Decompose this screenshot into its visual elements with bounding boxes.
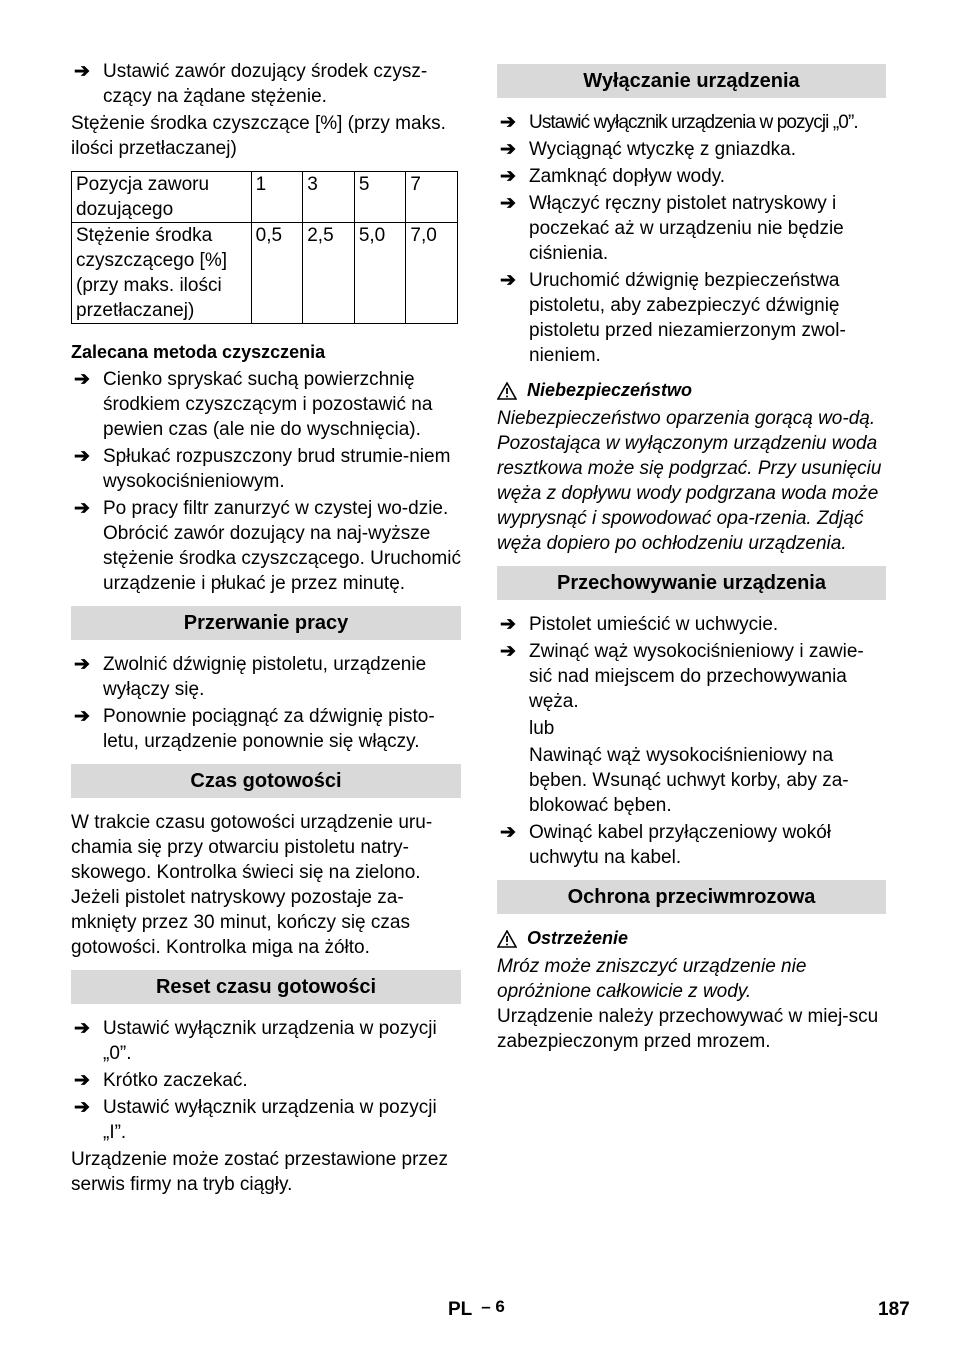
table-cell: 7,0 (406, 223, 458, 324)
warning-heading: Ostrzeżenie (497, 926, 886, 951)
arrow-icon: ➔ (500, 270, 516, 291)
arrow-icon: ➔ (500, 139, 516, 160)
footer-section-label: PL – 6 (448, 1297, 505, 1320)
list-item: ➔ Spłukać rozpuszczony brud strumie-niem wysokociśnieniowym. (74, 446, 451, 492)
list-item: ➔ Włączyć ręczny pistolet natryskowy i poczekać aż w urządzeniu nie będzie ciśnienia. (500, 193, 844, 264)
arrow-icon: ➔ (500, 641, 516, 662)
table-cell: 2,5 (303, 223, 355, 324)
table-cell: 5 (354, 172, 406, 223)
table-cell: 1 (251, 172, 303, 223)
table-cell: 3 (303, 172, 355, 223)
warning-triangle-icon (497, 930, 517, 948)
right-column (497, 54, 886, 1054)
list-item: ➔ Wyciągnąć wtyczkę z gniazdka. (500, 139, 796, 160)
section-heading-frost: Ochrona przeciwmrozowa (497, 880, 886, 914)
concentration-intro: Stężenie środka czyszczące [%] (przy maks. ilości przetłaczanej) (71, 113, 446, 159)
arrow-icon: ➔ (74, 369, 90, 390)
section-heading-reset: Reset czasu gotowości (71, 970, 461, 1004)
list-item: ➔ Pistolet umieścić w uchwycie. (500, 614, 779, 635)
list-item: ➔ Zwolnić dźwignię pistoletu, urządzenie wyłączy się. (74, 654, 427, 700)
left-column (71, 58, 461, 1197)
arrow-icon: ➔ (74, 654, 90, 675)
arrow-icon: ➔ (74, 1097, 90, 1118)
ready-text: W trakcie czasu gotowości urządzenie uru-chamia się przy otwarciu pistoletu natry-skowego. Kontrolka świeci się na zielono. Jeżeli pistolet natryskowy pozostaje za-mknięty przez 30 minut, kończy się czas gotowości. Kontrolka miga na żółto. (71, 812, 433, 958)
danger-heading: Niebezpieczeństwo (497, 378, 886, 403)
arrow-icon: ➔ (74, 498, 90, 519)
list-item: ➔ Ustawić wyłącznik urządzenia w pozycji „0”. (74, 1018, 437, 1064)
arrow-icon: ➔ (74, 706, 90, 727)
table-cell: 7 (406, 172, 458, 223)
list-item: ➔ Po pracy filtr zanurzyć w czystej wo-dzie. Obrócić zawór dozujący na naj-wyższe stężenie środka czyszczącego. Uruchomić urządzenie i płukać je przez minutę. (74, 498, 461, 594)
arrow-icon: ➔ (74, 61, 90, 82)
arrow-icon: ➔ (74, 446, 90, 467)
arrow-icon: ➔ (500, 822, 516, 843)
arrow-icon: ➔ (500, 112, 516, 133)
dosing-table (71, 171, 458, 324)
arrow-icon: ➔ (500, 166, 516, 187)
arrow-icon: ➔ (500, 193, 516, 214)
list-item: ➔ Ustawić wyłącznik urządzenia w pozycji „0”. (500, 112, 858, 133)
list-item: ➔ Zamknąć dopływ wody. (500, 166, 726, 187)
warning-triangle-icon (497, 382, 517, 400)
table-cell: Pozycja zaworu dozującego (72, 172, 252, 223)
section-heading-storage: Przechowywanie urządzenia (497, 566, 886, 600)
section-heading-break: Przerwanie pracy (71, 606, 461, 640)
arrow-icon: ➔ (74, 1070, 90, 1091)
table-row (72, 172, 458, 223)
table-cell: 0,5 (251, 223, 303, 324)
list-item: ➔ Krótko zaczekać. (74, 1070, 248, 1091)
method-heading: Zalecana metoda czyszczenia (71, 342, 326, 362)
list-item: ➔ Ponownie pociągnąć za dźwignię pisto-letu, urządzenie ponownie się włączy. (74, 706, 435, 752)
table-cell: Stężenie środka czyszczącego [%] (przy maks. ilości przetłaczanej) (72, 223, 252, 324)
storage-or: lub (529, 718, 555, 739)
frost-text: Urządzenie należy przechowywać w miej-scu zabezpieczonym przed mrozem. (497, 1006, 879, 1052)
arrow-icon: ➔ (500, 614, 516, 635)
section-heading-off: Wyłączanie urządzenia (497, 64, 886, 98)
page-number: 187 (878, 1299, 910, 1320)
list-item: ➔ Ustawić wyłącznik urządzenia w pozycji „I”. (74, 1097, 437, 1143)
step-set-dosing-valve: ➔ Ustawić zawór dozujący środek czysz- czący na żądane stężenie. (74, 61, 428, 107)
warning-text: Mróz może zniszczyć urządzenie nie opróżnione całkowicie z wody. (497, 956, 807, 1002)
section-heading-ready: Czas gotowości (71, 764, 461, 798)
arrow-icon: ➔ (74, 1018, 90, 1039)
table-cell: 5,0 (354, 223, 406, 324)
danger-text: Niebezpieczeństwo oparzenia gorącą wo-dą. Pozostająca w wyłączonym urządzeniu woda resztkowa może się podgrzać. Przy usunięciu węża z dopływu wody podgrzana woda może wyprysnąć i spowodować opa-rzenia. Zdjąć węża dopiero po ochłodzeniu urządzenia. (497, 408, 882, 554)
list-item: ➔ Cienko spryskać suchą powierzchnię środkiem czyszczącym i pozostawić na pewien czas (ale nie do wyschnięcia). (74, 369, 433, 440)
list-item: ➔ Uruchomić dźwignię bezpieczeństwa pistoletu, aby zabezpieczyć dźwignię pistoletu przed niezamierzonym zwol-nieniem. (500, 270, 846, 366)
table-row (72, 223, 458, 324)
list-item: ➔ Zwinąć wąż wysokociśnieniowy i zawie-sić nad miejscem do przechowywania węża. (500, 641, 864, 712)
reset-text: Urządzenie może zostać przestawione przez serwis firmy na tryb ciągły. (71, 1149, 449, 1195)
storage-alt: Nawinąć wąż wysokociśnieniowy na bęben. Wsunąć uchwyt korby, aby za-blokować bęben. (529, 745, 849, 816)
list-item: ➔ Owinąć kabel przyłączeniowy wokół uchwytu na kabel. (500, 822, 832, 868)
